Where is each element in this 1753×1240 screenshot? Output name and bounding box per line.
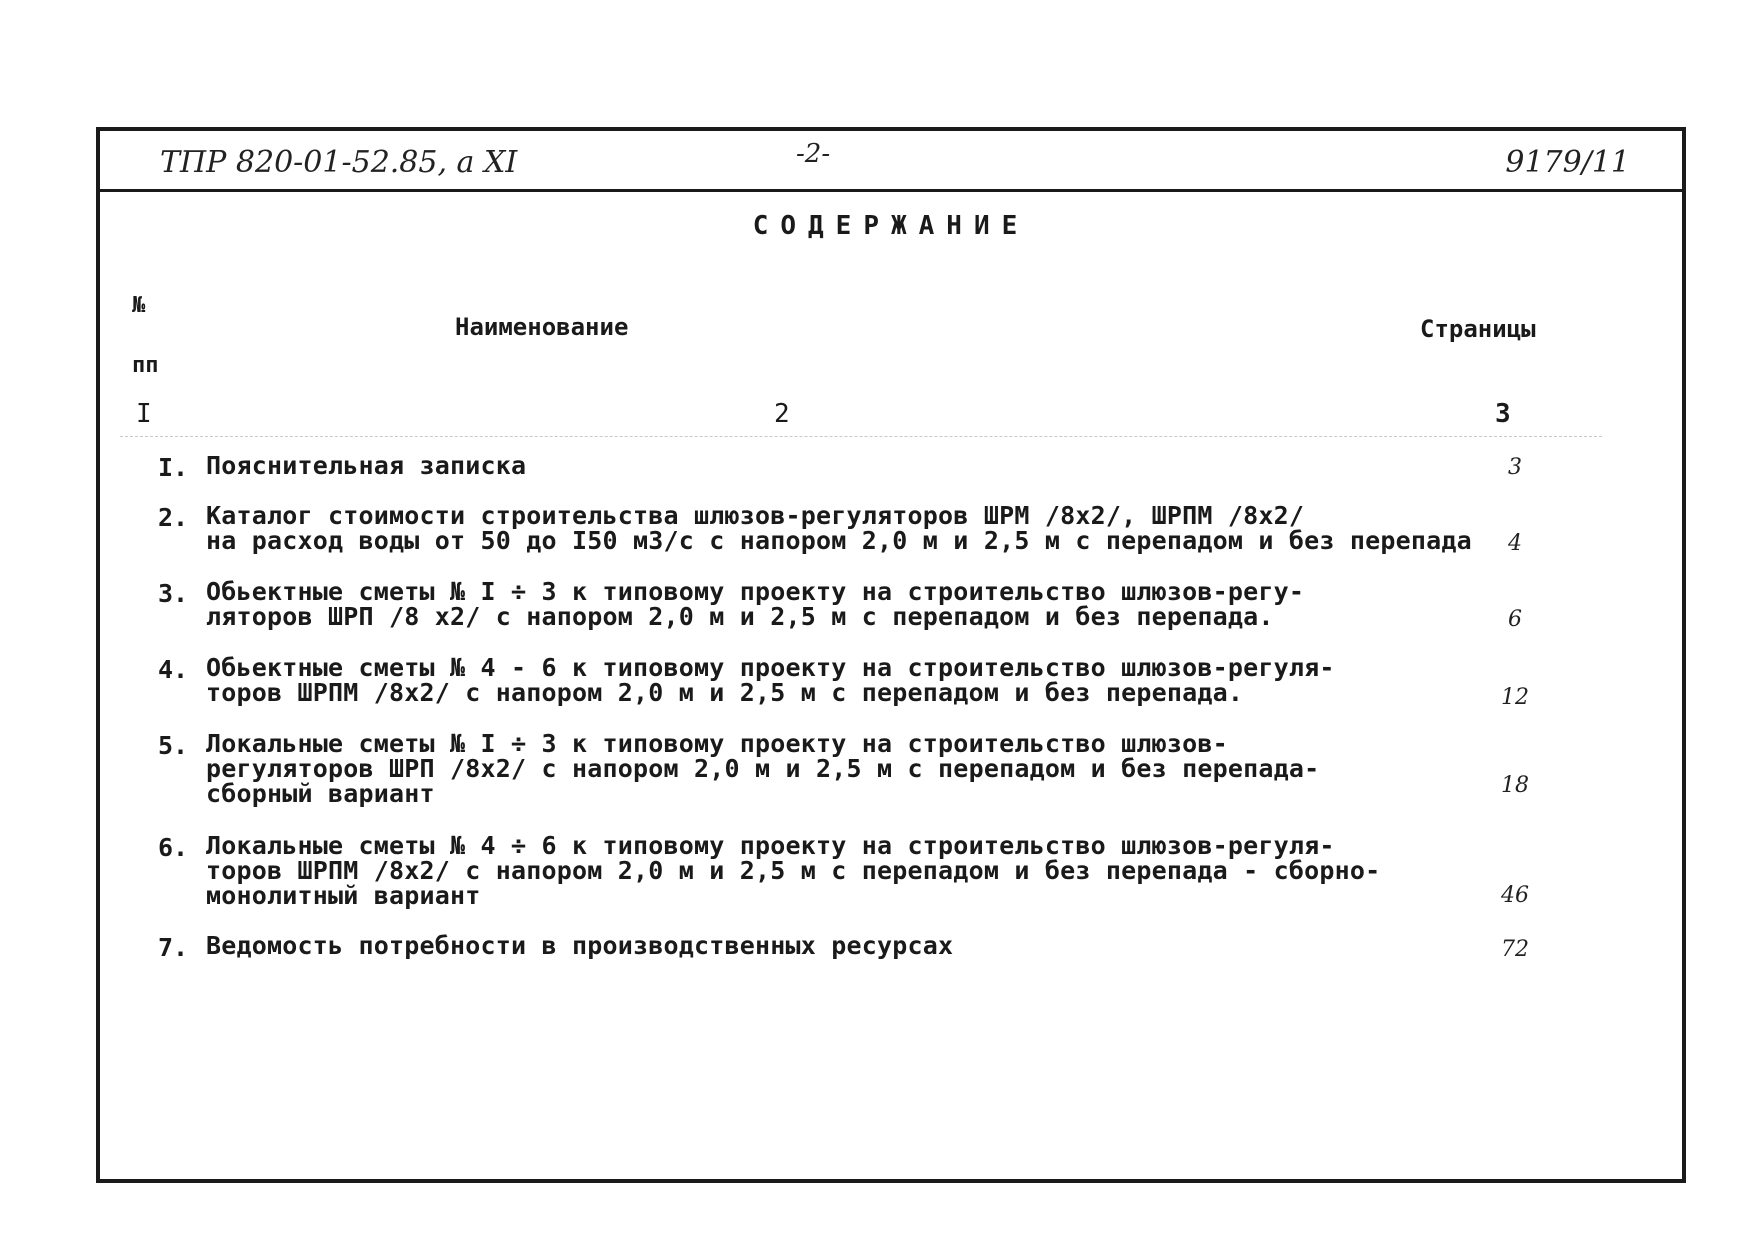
column-header-number-sub: пп [132,353,159,378]
item-title: Обьектные сметы № 4 - 6 к типовому проекту на строительство шлюзов-регуля- торов ШРПМ /8х2/ с напором 2,0 м и 2,5 м с перепадом и без перепада. [206,653,1335,707]
item-page: 6 [1508,607,1522,632]
sheet-id: 9179/11 [1505,145,1630,180]
item-page: 12 [1501,685,1529,710]
item-title: Обьектные сметы № I ÷ 3 к типовому проекту на строительство шлюзов-регу- ляторов ШРП /8 х2/ с напором 2,0 м и 2,5 м с перепадом и без перепада. [206,577,1305,631]
page-title: СОДЕРЖАНИЕ [752,211,1030,241]
item-page: 18 [1501,773,1529,798]
column-header-number: № [132,293,146,318]
column-index-2: 2 [774,399,790,429]
item-title: Локальные сметы № 4 ÷ 6 к типовому проекту на строительство шлюзов-регуля- торов ШРПМ /8х2/ с напором 2,0 м и 2,5 м с перепадом и без перепада - сборно- монолитный вариант [206,831,1381,910]
column-header-pages: Страницы [1420,315,1536,343]
column-index-1: I [136,399,152,429]
item-page: 72 [1501,937,1529,962]
item-number: 4. [158,655,189,684]
item-page: 46 [1501,883,1529,908]
item-number: 7. [158,933,189,962]
item-number: 2. [158,503,189,532]
column-index-3: 3 [1495,399,1511,429]
item-number: 3. [158,579,189,608]
item-page: 4 [1508,531,1522,556]
item-number: 6. [158,833,189,862]
column-header-name: Наименование [455,313,629,341]
item-page: 3 [1508,455,1522,480]
item-number: I. [158,453,189,482]
item-number: 5. [158,731,189,760]
item-title: Ведомость потребности в производственных ресурсах [206,931,954,960]
document-frame [96,127,1686,1183]
page-number: -2- [796,139,831,169]
item-title: Каталог стоимости строительства шлюзов-регуляторов ШРМ /8х2/, ШРПМ /8х2/ на расход воды от 50 до I50 м3/с с напором 2,0 м и 2,5 м с перепадом и без перепада [206,501,1472,555]
header-divider [100,189,1682,192]
item-title: Локальные сметы № I ÷ 3 к типовому проекту на строительство шлюзов- регуляторов ШРП /8х2/ с напором 2,0 м и 2,5 м с перепадом и без перепада- сборный вариант [206,729,1320,808]
item-title: Пояснительная записка [206,451,527,480]
document-code: ТПР 820-01-52.85, а XI [160,145,518,180]
column-index-divider [120,436,1602,437]
